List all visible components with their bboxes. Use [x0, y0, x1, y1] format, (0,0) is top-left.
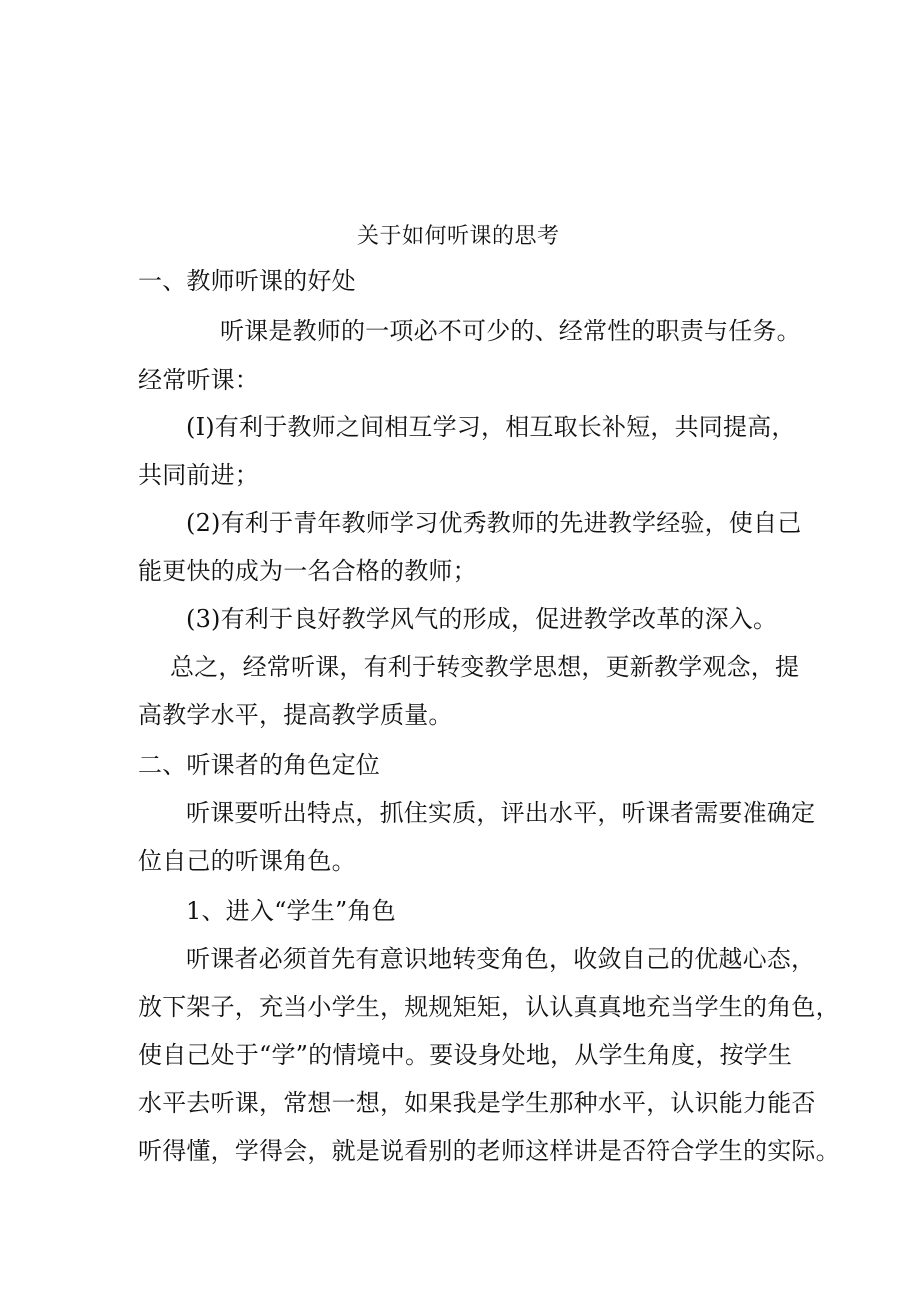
list-item-3: (3)有利于良好教学风气的形成，促进教学改革的深入。: [186, 605, 778, 633]
summary-line-2: 高教学水平，提高教学质量。: [138, 701, 453, 729]
list-item-2-line-1: (2)有利于青年教师学习优秀教师的先进教学经验，使自己: [186, 509, 802, 537]
paragraph-line: 放下架子，充当小学生，规规矩矩，认认真真地充当学生的角色，: [138, 993, 840, 1021]
paragraph-line: 听课要听出特点，抓住实质，评出水平，听课者需要准确定: [186, 799, 816, 827]
summary-line-1: 总之，经常听课，有利于转变教学思想，更新教学观念，提: [170, 653, 800, 681]
paragraph-line: 听课者必须首先有意识地转变角色，收敛自己的优越心态，: [186, 945, 816, 973]
subsection-heading: 1、进入“学生”角色: [186, 897, 396, 925]
paragraph-line: 水平去听课，常想一想，如果我是学生那种水平，认识能力能否: [138, 1089, 816, 1117]
paragraph-line: 经常听课：: [138, 366, 259, 394]
section-heading-1: 一、教师听课的好处: [138, 267, 356, 295]
document-title: 关于如何听课的思考: [357, 224, 560, 249]
paragraph-line: 位自己的听课角色。: [138, 847, 356, 875]
list-item-1-line-1: (I)有利于教师之间相互学习，相互取长补短，共同提高，: [186, 413, 796, 441]
paragraph-line: 听课是教师的一项必不可少的、经常性的职责与任务。: [220, 317, 801, 345]
list-item-2-line-2: 能更快的成为一名合格的教师；: [138, 557, 477, 585]
paragraph-line: 使自己处于“学”的情境中。要设身处地，从学生角度，按学生: [138, 1041, 793, 1069]
list-item-1-line-2: 共同前进；: [138, 461, 259, 489]
section-heading-2: 二、听课者的角色定位: [138, 751, 380, 779]
paragraph-line: 听得懂，学得会，就是说看别的老师这样讲是否符合学生的实际。: [138, 1137, 840, 1165]
